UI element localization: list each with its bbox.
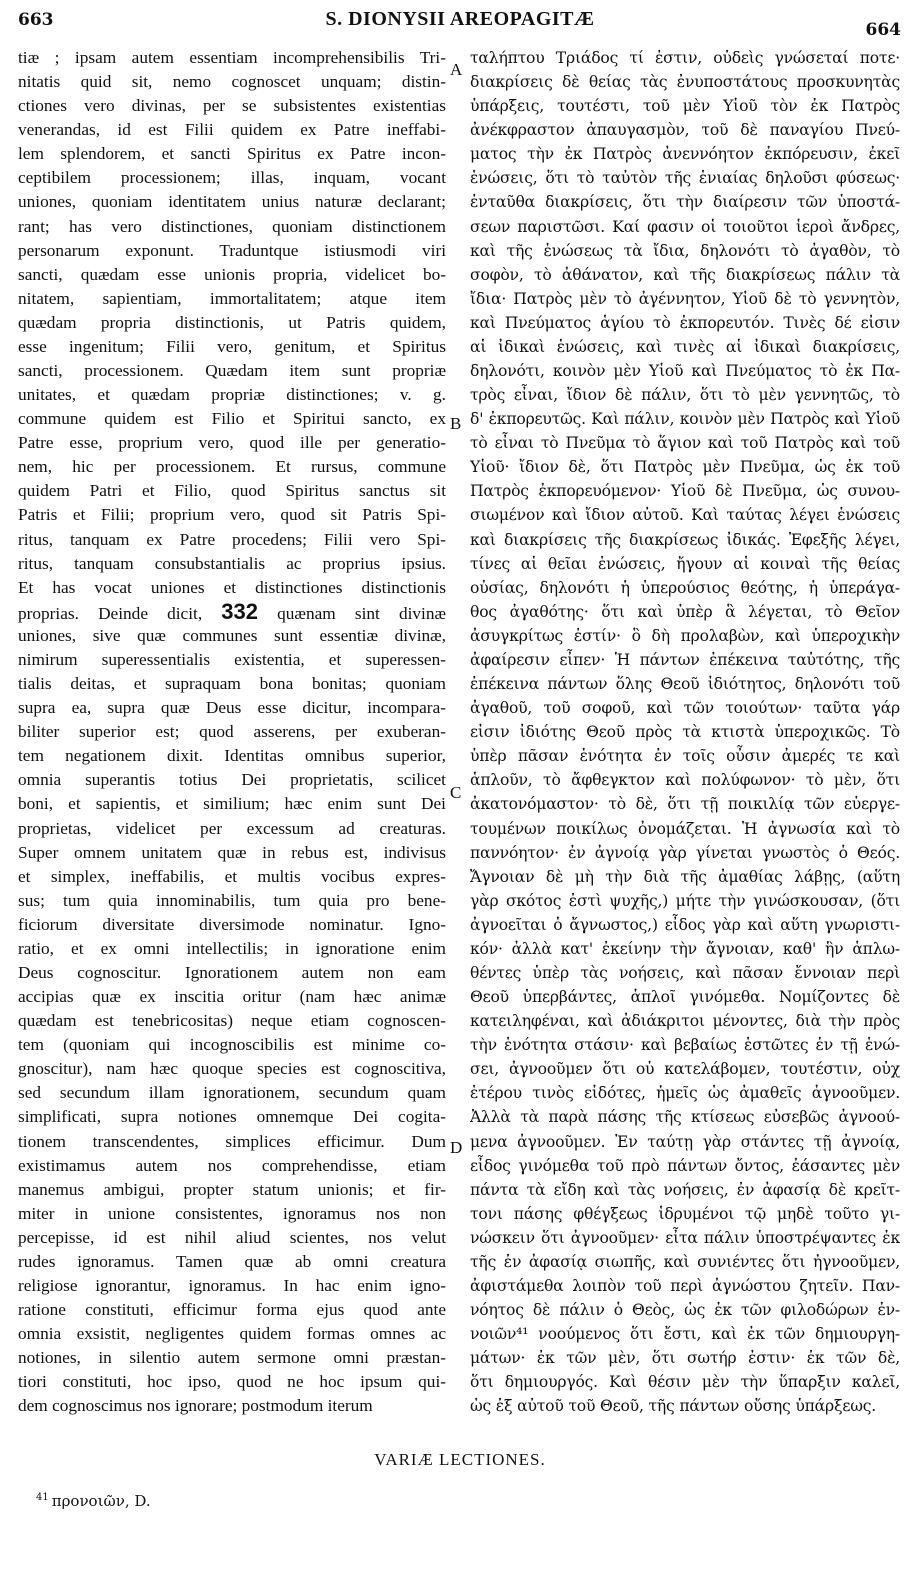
latin-text-line: supra ea, supra quæ Deus esse dicitur, incompara-: [18, 698, 446, 718]
greek-text-line: ἑνώσεις, ὅτι τὸ ταὐτὸν τῆς ἑνιαίας δηλοῦσι φύσεως·: [470, 169, 900, 188]
greek-text-line: ὅτι δημιουργός. Καὶ θέσιν μὲν τὴν ὕπαρξιν καλεῖ,: [470, 1373, 900, 1392]
greek-text-line: τονι πάσης φθέγξεως ἱδρυμένοι τῷ μηδὲ τοῦτο γι-: [470, 1204, 900, 1223]
greek-text-line: Ἀλλὰ τὰ παρὰ πάσης τῆς κτίσεως εὐσεβῶς ἀγνοού-: [470, 1108, 900, 1127]
latin-text-line: miter in unione consistentes, ignoramus nos non: [18, 1203, 446, 1223]
greek-text-line: τὴν ἑνότητα στάσιν· καὶ βεβαίως ἑστῶτες ἐν τῇ ἑνώ-: [470, 1036, 900, 1055]
footnote-text: προνοιῶν, D.: [51, 1492, 151, 1510]
greek-text-line: πάντα τὰ εἴδη καὶ τὰς νοήσεις, ἐν ἀφασίᾳ δὲ κρεῖτ-: [470, 1180, 900, 1199]
greek-text-line: τῆς ἐν ἀφασίᾳ σιωπῆς, καὶ συνιέντες ὅτι ἠγνοοῦμεν,: [470, 1252, 900, 1271]
greek-text-line: κόν· ἀλλὰ κατ' ἐκείνην τὴν ἄγνοιαν, καθ' ἣν ἁπλω-: [470, 939, 900, 958]
latin-text-line: quædam propria distinctionis, ut Patris quidem,: [18, 312, 446, 332]
margin-marker-d: D: [450, 1138, 463, 1157]
latin-text-line: religiose ignorantur, ignoramus. In hac enim igno-: [18, 1275, 446, 1295]
greek-text-line: εἰσιν ἰδιότης Θεοῦ πρὸς τὰ κτιστὰ ὑπεροχικῶς. Τὸ: [470, 723, 900, 742]
greek-text-line: ταλήπτου Τριάδος τί ἐστιν, οὐδεὶς γνώσεταί ποτε·: [470, 49, 900, 67]
greek-text-line: ἐνταῦθα διακρίσεις, ὅτι τὴν διαίρεσιν τῶν ὑποστά-: [470, 193, 900, 212]
margin-marker-c: C: [450, 783, 462, 802]
latin-text-line: ritus, tanquam ex Patre procedens; Filii vero Spi-: [18, 529, 446, 549]
greek-text-line: ἀκατονόμαστον· τὸ δὲ, ὅτι τῇ ποικιλίᾳ τῶν εὐεργε-: [470, 795, 900, 814]
greek-text-line: καὶ τῆς ἑνώσεως τὰ ἴδια, δηλονότι τὸ ἀγαθὸν, τὸ: [470, 241, 900, 260]
latin-text-line: accipias quæ ex inscitia oritur (nam hæc animæ: [18, 987, 446, 1007]
latin-text-line: dem cognoscimus nos ignorare; postmodum iterum: [18, 1396, 373, 1416]
latin-text-line: tem (quoniam qui incognoscibilis est minime co-: [18, 1035, 446, 1055]
latin-text-line: tionem transcendentes, simplices efficimur. Dum: [18, 1131, 446, 1151]
latin-text-line: tiori constituti, hoc ipso, quod ne hoc ipsum qui-: [18, 1372, 446, 1392]
latin-text-line: ritus, tanquam consubstantialis ac proprius ipsius.: [18, 553, 446, 573]
greek-text-line: εἶδος γινόμεθα τοῦ πρὸ πάντων ὄντος, ἐάσαντες μὲν: [470, 1156, 900, 1175]
greek-text-line: καὶ Πνεύματος ἁγίου τὸ ἐκπορευτόν. Τινὲς δέ εἰσιν: [470, 313, 900, 332]
variae-lectiones-heading: VARIÆ LECTIONES.: [374, 1450, 546, 1469]
latin-text-line: omnia exsistit, negligentes quidem formas omnes ac: [18, 1324, 446, 1344]
latin-text-line: nem, hic per processionem. Et rursus, commune: [18, 457, 446, 477]
greek-text-line: θος ἀγαθότης· ὅτι καὶ ὑπὲρ ἃ λέγεται, τὸ Θεῖον: [470, 602, 900, 621]
greek-text-line: ὑπὲρ πᾶσαν ἑνότητα ἐν τοῖς οὖσιν ἀμερές τε καὶ: [470, 747, 900, 766]
greek-text-line: ἐπέκεινα πάντων ὅλης Θεοῦ ἰδιότητος, δηλονότι τοῦ: [470, 675, 900, 694]
latin-text-line: gnoscitur), nam hæc quoque species est cognoscitiva,: [18, 1059, 446, 1079]
latin-text-line: biliter superior est; quod asserens, per exuberan-: [18, 722, 446, 742]
greek-text-line: διακρίσεις δὲ θείας τὰς ἐνυποστάτους προσκυνητὰς: [470, 73, 900, 92]
greek-text-line: ἁπλοῦν, τὸ ἄφθεγκτον καὶ πολύφωνον· τὸ μὲν, ὅτι: [470, 771, 900, 790]
greek-text-line: σεων παριστῶσι. Καί φασιν οἱ τοιοῦτοι ἱεροὶ ἄνδρες,: [470, 217, 900, 236]
latin-text-line: sancti, processionem. Quædam item sunt propriæ: [18, 361, 446, 381]
page-header: [0, 8, 917, 48]
greek-text-line: ἀφαίρεσιν εἶπεν· Ἡ πάντων ἐπέκεινα ταὐτότης, τῆς: [470, 650, 900, 669]
latin-text-line: existimamus autem nos comprehendisse, etiam: [18, 1155, 446, 1175]
greek-text-line: γὰρ σκότος ἐστὶ ψυχῆς,) μήτε τὴν γινώσκουσαν, (ὅτι: [470, 891, 900, 910]
greek-text-line: Υἱοῦ· ἴδιον δὲ, ὅτι Πατρὸς μὲν Πνεῦμα, ὡς ἐκ τοῦ: [470, 458, 900, 477]
running-title: S. DIONYSII AREOPAGITÆ: [325, 8, 595, 30]
greek-text-line: ἑτέρου τινὸς εἰδότες, ἡμεῖς ὡς ἀμαθεῖς ἀγνοοῦμεν.: [470, 1084, 900, 1103]
latin-text-line: et simplex, ineffabilis, et multis vocibus expres-: [18, 866, 446, 886]
latin-text-line: tialis deitas, et supraquam bona bonitas; quoniam: [18, 674, 446, 694]
greek-text-line: νοιῶν⁴¹ νοούμενος ὅτι ἔστι, καὶ ἐκ τῶν δημιουργη-: [470, 1325, 900, 1344]
latin-text-line: tiæ ; ipsam autem essentiam incomprehensibilis Tri-: [18, 48, 446, 67]
greek-text-line: ὡς ἐξ αὐτοῦ τοῦ Θεοῦ, τῆς πάντων οὔσης ὑπάρξεως.: [470, 1397, 877, 1416]
margin-markers: [448, 46, 468, 1446]
greek-text-line: Πατρὸς ἐκπορευόμενον· Υἱοῦ δὲ Πνεῦμα, ὡς συνου-: [470, 482, 900, 501]
greek-text-line: δηλονότι, κοινὸν μὲν Υἱοῦ καὶ Πνεύματος τὸ ἐκ Πα-: [470, 362, 900, 381]
greek-text-line: ἀφιστάμεθα λοιπὸν τοῦ περὶ ἀγνώστου ζητεῖν. Παν-: [470, 1276, 900, 1295]
greek-text-line: τίνες αἱ θεῖαι ἑνώσεις, ἤγουν αἱ κοιναὶ τῆς θείας: [470, 554, 900, 573]
greek-text-line: ἀσυγκρίτως ἐστίν· ὃ δὴ προλαβὼν, καὶ ὑπεροχικὴν: [470, 626, 900, 645]
greek-text-line: τὸ εἶναι τὸ Πνεῦμα τὸ ἅγιον καὶ τοῦ Πατρὸς καὶ τοῦ: [470, 434, 900, 453]
greek-text-line: αἱ ἰδικαὶ ἑνώσεις, καὶ τινὲς αἱ ἰδικαὶ διακρίσεις,: [470, 337, 900, 356]
latin-text-line: esse ingenitum; Filii vero, genitum, et Spiritus: [18, 336, 446, 356]
latin-text-line: uniones, sive quæ communes sunt essentiæ divinæ,: [18, 625, 446, 645]
latin-text-line: sus; tum quia innominabilis, tum quia pro bene-: [18, 890, 446, 910]
latin-text-line: omnia superantis totius Dei proprietatis, scilicet: [18, 770, 446, 790]
greek-text-line: μενα ἀγνοοῦμεν. Ἐν ταύτῃ γὰρ στάντες τῇ ἀγνοίᾳ,: [470, 1132, 900, 1151]
greek-text-line: σοφὸν, τὸ ἀθάνατον, καὶ τῆς διακρίσεως πάλιν τὰ: [470, 265, 900, 284]
latin-text-line: venerandas, id est Filii quidem ex Patre ineffabi-: [18, 120, 446, 140]
latin-text-line: Et has vocat uniones et distinctiones distinctionis: [18, 577, 446, 597]
page-number-right: 664: [865, 20, 901, 40]
greek-text-line: τρὸς εἶναι, ἴδιον δὲ πάλιν, ὅτι τὸ μὲν γεννητῶς, τὸ: [470, 386, 900, 405]
latin-text-line: ficiorum diversitate diversimode nominatur. Igno-: [18, 914, 446, 934]
greek-text-line: μάτων· ἐκ τῶν μὲν, ὅτι σωτήρ ἐστιν· ἐκ τῶν δὲ,: [470, 1349, 900, 1368]
greek-text-line: τουμένων ποικίλως ὀνομάζεται. Ἡ ἀγνωσία καὶ τὸ: [470, 819, 900, 838]
greek-text-line: οὐσίας, δηλονότι ἡ ὑπερούσιος θεότης, ἡ ὑπεράγα-: [470, 578, 900, 597]
greek-text-line: ἀνέκφραστον ἀπαυγασμὸν, τοῦ δὲ παναγίου Πνεύ-: [470, 121, 900, 140]
latin-text-line: uniones, quoniam identitatem unius naturæ declarant;: [18, 192, 446, 212]
greek-text-line: θέντες ὑπὲρ τὰς νοήσεις, καὶ πᾶσαν ἔννοιαν περὶ: [470, 963, 900, 982]
latin-text-line: unitates, et quædam propriæ distinctiones; v. g.: [18, 385, 446, 405]
greek-text-line: Ἄγνοιαν δὲ μὴ τὴν διὰ τῆς ἀμαθίας λάβῃς, (αὕτη: [470, 867, 900, 886]
latin-text-line: quidem Patri et Filio, quod Spiritus sanctus sit: [18, 481, 446, 501]
latin-text-line: lem splendorem, et sancti Spiritus ex Patre incon-: [18, 144, 446, 164]
greek-text-line: Θεοῦ ὑπερβάντες, ἁπλοῖ γινόμεθα. Νομίζοντες δὲ: [470, 988, 900, 1007]
latin-text-line: percepisse, id est nihil aliud scientes, nos velut: [18, 1227, 446, 1247]
greek-text-line: σει, ἀγνοοῦμεν ὅτι οὐ κατελάβομεν, τουτέστιν, οὐχ: [470, 1060, 900, 1079]
greek-text-line: ἀγνοεῖται ὁ ἄγνωστος,) εἶδος γὰρ καὶ αὕτη γνωριστι-: [470, 915, 900, 934]
latin-text-line: proprietas, videlicet per excessum ad creaturas.: [18, 818, 446, 838]
latin-text-line: sancti, quædam esse unionis propria, videlicet bo-: [18, 264, 446, 284]
margin-marker-b: B: [450, 414, 462, 433]
latin-text-line: nimirum superessentialis existentia, et superessen-: [18, 649, 446, 669]
latin-text-line: ceptibilem processionem; illas, inquam, vocant: [18, 168, 446, 188]
latin-text-line: sed secundum illam ignorationem, secundum quam: [18, 1083, 446, 1103]
footnote-mark: 41: [36, 1492, 49, 1503]
greek-text-line: ματος τὴν ἐκ Πατρὸς ἀνεννόητον ἐκπόρευσιν, ἐκεῖ: [470, 145, 900, 164]
latin-text-line: notiones, in silentio autem sermone omni præstan-: [18, 1348, 446, 1368]
latin-text-line: nitatem, sapientiam, immortalitatem; atque item: [18, 288, 446, 308]
latin-text-line: ctiones vero divinas, per se subsistentes existentias: [18, 96, 446, 116]
latin-text-line: Patris et Filii; proprium vero, quod sit Patris Spi-: [18, 505, 446, 525]
latin-text-line: quædam est tenebricositas) neque etiam cognoscen-: [18, 1011, 446, 1031]
page-number-left: 663: [18, 10, 54, 30]
greek-text-line: παννόητον· ἐν ἀγνοίᾳ γὰρ γίνεται γνωστὸς ὁ Θεός.: [470, 843, 900, 862]
latin-text-line: boni, et sapientis, et similium; hæc enim sunt Dei: [18, 794, 446, 814]
greek-text-line: ἀγαθοῦ, τοῦ σοφοῦ, καὶ τῶν τοιούτων· ταῦτα γάρ: [470, 699, 900, 718]
latin-text-line: Deus cognoscitur. Ignorationem autem non eam: [18, 962, 446, 982]
greek-text-line: δ' ἐκπορευτῶς. Καὶ πάλιν, κοινὸν μὲν Πατρὸς καὶ Υἱοῦ: [470, 410, 900, 429]
latin-text-line: rant; has vero distinctiones, quoniam distinctionem: [18, 216, 446, 236]
greek-column: [470, 46, 900, 1418]
latin-text-line: Patre esse, proprium vero, quod ille per generatio-: [18, 433, 446, 453]
margin-marker-a: A: [450, 60, 463, 79]
latin-text-line: ratione constituti, efficimur forma ejus quod ante: [18, 1300, 446, 1320]
latin-text-line: manemus ambigui, propter statum unionis; et fir-: [18, 1179, 446, 1199]
greek-text-line: νώσκειν ὅτι ἀγνοοῦμεν· εἶτα πάλιν ὑποστρέψαντες ἐκ: [470, 1228, 900, 1247]
latin-text-line: ratio, et ex omni intellectilis; in ignoratione enim: [18, 938, 446, 958]
greek-text-line: κατειληφέναι, καὶ ἀδιάκριτοι μένοντες, διὰ τὴν πρὸς: [470, 1012, 900, 1031]
greek-text-line: ὑπάρξεις, τουτέστι, τοῦ μὲν Υἱοῦ τὸν ἐκ Πατρὸς: [470, 97, 900, 116]
greek-text-line: ἴδια· Πατρὸς μὲν τὸ ἀγέννητον, Υἱοῦ δὲ τὸ γεννητὸν,: [470, 289, 900, 308]
latin-column: [18, 46, 446, 1418]
latin-text-line: tem negationem dixit. Identitas omnibus superior,: [18, 746, 446, 766]
latin-text-line: rudes ignoramus. Tamen quæ ab omni creatura: [18, 1251, 446, 1271]
latin-text-line: personarum exponunt. Traduntque istiusmodi viri: [18, 240, 446, 260]
footnote: [36, 1492, 151, 1510]
greek-text-line: νόητος δὲ πάλιν ὁ Θεὸς, ὡς ἐκ τῶν φιλοδώρων ἐν-: [470, 1301, 900, 1320]
greek-text-line: καὶ διακρίσεις τῆς διακρίσεως ἰδικάς. Ἐφεξῆς λέγει,: [470, 530, 900, 549]
latin-text-line: Super omnem unitatem quæ in rebus est, indivisus: [18, 842, 446, 862]
latin-text-line: simplificati, supra notiones omnemque Dei cogita-: [18, 1107, 446, 1127]
greek-text-line: σιωμένον καὶ ἴδιον αὐτοῦ. Καὶ ταύτας λέγει ἑνώσεις: [470, 506, 900, 525]
latin-text-line: nitatis quid sit, nemo cognoscet unquam; distin-: [18, 72, 446, 92]
latin-text-line: commune quidem est Filio et Spiritui sancto, ex: [18, 409, 446, 429]
latin-text-line: proprias. Deinde dicit, 332 quænam sint divinæ: [18, 599, 446, 624]
column-reference-number: 332: [221, 599, 259, 624]
